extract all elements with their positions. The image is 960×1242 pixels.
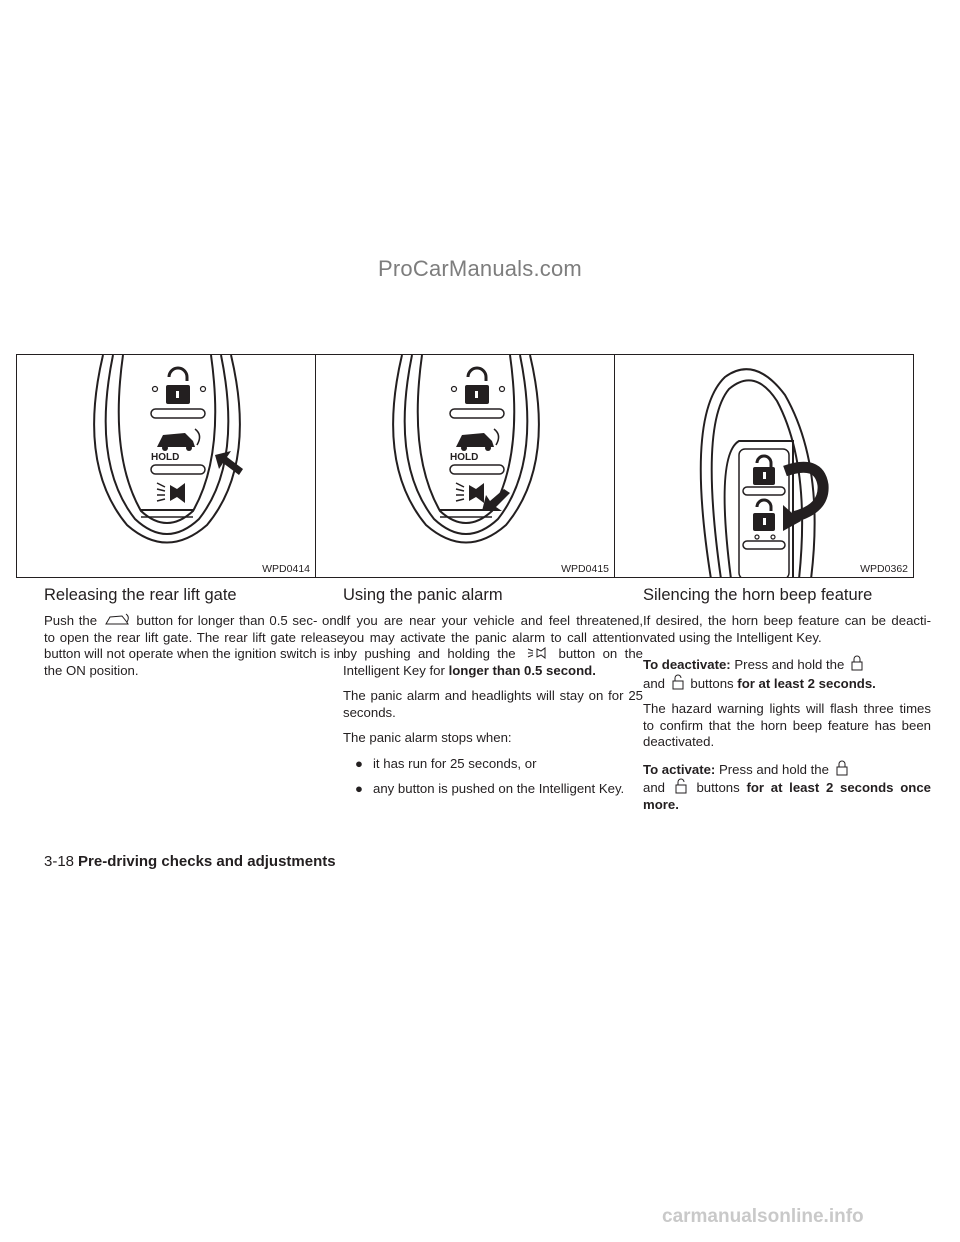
list-item: ● it has run for 25 seconds, or [355,755,537,771]
unlock-icon [671,674,685,690]
watermark-bottom: carmanualsonline.info [662,1206,864,1227]
rotate-arrow-icon [785,467,823,517]
unlock-icon [674,778,688,794]
column-panic-alarm [343,585,643,807]
panic-icon [525,646,549,660]
section-title: Pre-driving checks and adjustments [78,853,336,870]
column-horn-beep [643,585,931,822]
key-fob-illustration-1 [17,355,316,578]
paragraph: If you are near your vehicle and feel threatened, you may activate the panic alarm to call attention by pushing and holding the button on the Intelligent Key for longer than 0.5 second. [343,613,643,678]
list-item: ● any button is pushed on the Intelligent Key. [355,781,625,796]
lock-icon [835,760,849,776]
lift-gate-icon [104,613,130,627]
press-arrow [215,451,243,475]
hold-label: HOLD [450,452,479,463]
paragraph: The panic alarm and headlights will stay on for 25 seconds. [343,688,643,720]
paragraph: To deactivate: Press and hold the and buttons for at least 2 seconds. [643,657,876,691]
page-number: 3-18 [44,853,75,870]
key-fob-illustration-2 [316,355,615,578]
paragraph: The hazard warning lights will flash three times to confirm that the horn beep feature has been deactivated. [643,701,931,749]
page-footer [44,853,336,870]
figure-panic-alarm [315,354,615,578]
section-heading: Releasing the rear lift gate [44,586,237,604]
figure-code: WPD0414 [262,563,310,575]
lift-gate-icon [157,429,200,451]
watermark-top: ProCarManuals.com [378,256,582,281]
panic-icon [157,483,185,503]
unlock-icon [465,368,489,404]
lock-icon [850,655,864,671]
section-heading: Using the panic alarm [343,586,503,604]
paragraph: The panic alarm stops when: [343,730,512,745]
figure-rear-lift-gate [16,354,316,578]
figure-horn-beep [614,354,914,578]
hold-label: HOLD [151,452,180,463]
section-heading: Silencing the horn beep feature [643,586,873,604]
figure-code: WPD0362 [860,563,908,575]
column-rear-lift-gate [44,585,344,688]
unlock-icon [753,500,775,531]
key-fob-illustration-3 [615,355,914,578]
lock-icon [753,456,775,485]
paragraph: To activate: Press and hold the and buttons for at least 2 seconds once more. [643,761,931,812]
unlock-icon [166,368,190,404]
panic-icon [456,483,484,503]
paragraph: Push the button for longer than 0.5 sec- ond to open the rear lift gate. The rear lift gate release button will not operate when the ignition switch is in the ON position. [44,613,344,678]
lift-gate-icon [456,429,499,451]
paragraph: If desired, the horn beep feature can be deacti- vated using the Intelligent Key. [643,613,931,645]
figure-code: WPD0415 [561,563,609,575]
